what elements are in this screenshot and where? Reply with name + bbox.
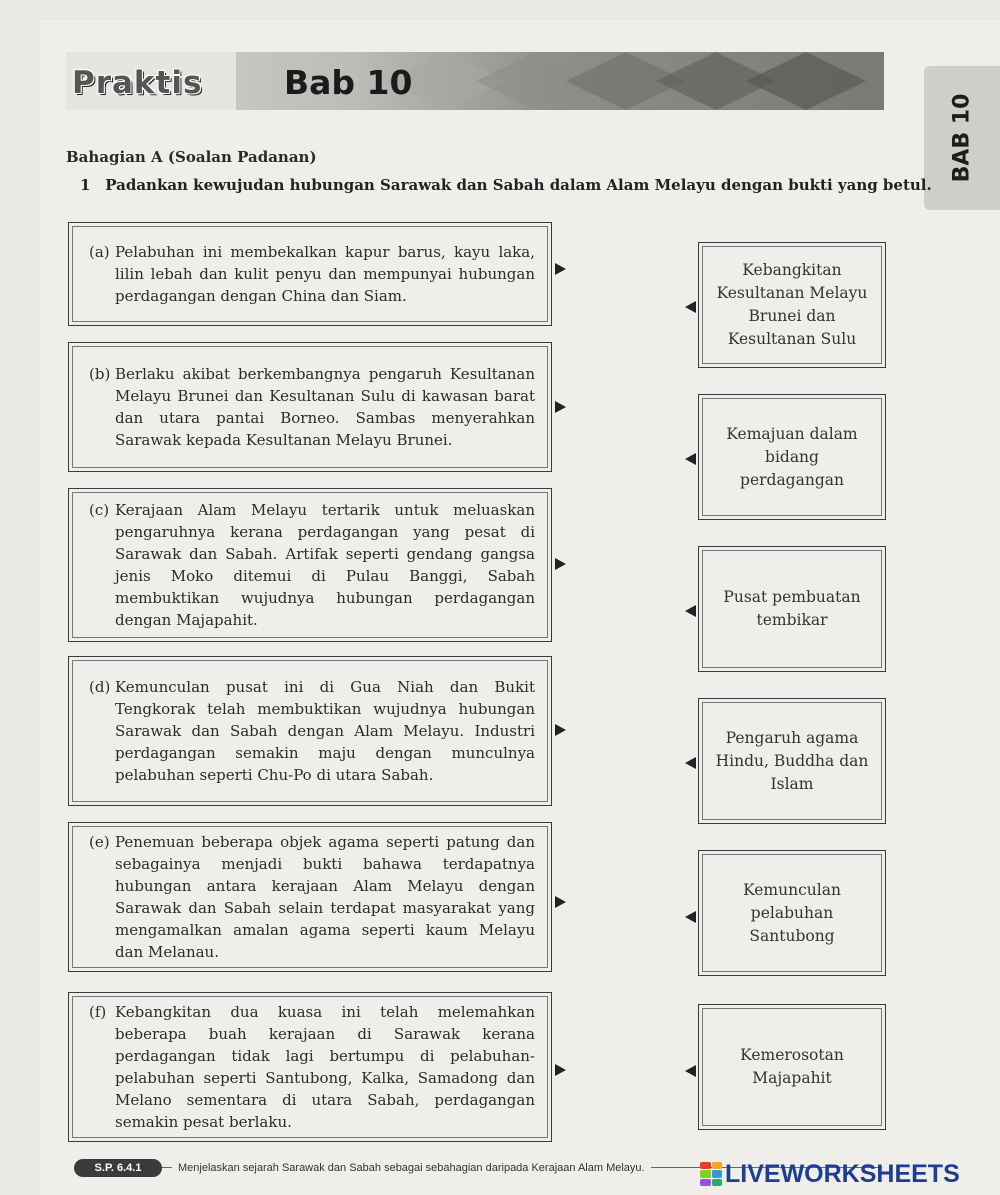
match-dot-3[interactable] — [685, 605, 696, 617]
question-box-e — [68, 822, 552, 972]
praktis-label: Praktis — [72, 65, 203, 101]
logo-square — [712, 1179, 723, 1186]
answer-text: Kemerosotan Majapahit — [740, 1046, 844, 1087]
answer-box-3 — [698, 546, 886, 672]
logo-square — [700, 1162, 711, 1169]
footer-text: Menjelaskan sejarah Sarawak dan Sabah sebagai sebahagian daripada Kerajaan Alam Melayu. — [172, 1160, 651, 1176]
answer-box-4 — [698, 698, 886, 824]
answer-text: Kemunculan pelabuhan Santubong — [743, 880, 841, 945]
answer-text: Kemajuan dalam bidang perdagangan — [726, 424, 858, 489]
question-label: (e) — [89, 833, 110, 851]
question-text: Kemunculan pusat ini di Gua Niah dan Bukit Tengkorak telah membuktikan wujudnya hubungan Sarawak dan Sabah dengan Alam Melayu. Industri perdagangan semakin maju dengan munculnya pelabuhan seperti Chu-Po di utara Sabah. — [115, 678, 535, 784]
instruction-text: Padankan kewujudan hubungan Sarawak dan Sabah dalam Alam Melayu dengan bukti yang betul. — [105, 176, 932, 194]
match-dot-b[interactable] — [555, 401, 566, 413]
match-dot-d[interactable] — [555, 724, 566, 736]
question-box-b — [68, 342, 552, 472]
question-text: Pelabuhan ini membekalkan kapur barus, kayu laka, lilin lebah dan kulit penyu dan mempunyai hubungan perdagangan dengan China dan Siam. — [115, 243, 535, 305]
question-number: 1 — [80, 176, 91, 194]
match-dot-f[interactable] — [555, 1064, 566, 1076]
question-box-d — [68, 656, 552, 806]
question-text: Kebangkitan dua kuasa ini telah melemahkan beberapa buah kerajaan di Sarawak kerana perdagangan tidak lagi bertumpu di pelabuhan-pelabuhan seperti Santubong, Kalka, Samadong dan Melano sementara di utara Sabah, perdagangan semakin pesat berlaku. — [115, 1003, 535, 1131]
logo-square — [712, 1162, 723, 1169]
question-label: (f) — [89, 1003, 107, 1021]
question-label: (b) — [89, 365, 111, 383]
liveworksheets-icon — [700, 1162, 722, 1186]
side-tab-label: BAB 10 — [949, 93, 975, 183]
question-text: Berlaku akibat berkembangnya pengaruh Kesultanan Melayu Brunei dan Kesultanan Sulu di kawasan barat dan utara pantai Borneo. Sambas menyerahkan Sarawak kepada Kesultanan Melayu Brunei. — [115, 365, 535, 449]
answer-box-5 — [698, 850, 886, 976]
question-box-f — [68, 992, 552, 1142]
match-dot-4[interactable] — [685, 757, 696, 769]
logo-square — [700, 1179, 711, 1186]
liveworksheets-logo — [700, 1160, 960, 1188]
question-label: (c) — [89, 501, 110, 519]
standard-code-badge: S.P. 6.4.1 — [74, 1159, 162, 1177]
question-label: (d) — [89, 678, 111, 696]
logo-square — [712, 1170, 723, 1177]
match-dot-1[interactable] — [685, 301, 696, 313]
answer-box-1 — [698, 242, 886, 368]
liveworksheets-wordmark: LIVEWORKSHEETS — [725, 1159, 960, 1188]
answer-text: Kebangkitan Kesultanan Melayu Brunei dan Kesultanan Sulu — [716, 261, 868, 348]
answer-box-6 — [698, 1004, 886, 1130]
match-dot-2[interactable] — [685, 453, 696, 465]
question-text: Kerajaan Alam Melayu tertarik untuk meluaskan pengaruhnya kerana perdagangan yang pesat di Sarawak dan Sabah. Artifak seperti gendang gangsa jenis Moko ditemui di Pulau Banggi, Sabah membuktikan wujudnya hubungan perdagangan dengan Majapahit. — [115, 501, 535, 629]
match-dot-e[interactable] — [555, 896, 566, 908]
instruction — [80, 176, 932, 194]
answer-box-2 — [698, 394, 886, 520]
question-label: (a) — [89, 243, 110, 261]
logo-square — [700, 1170, 711, 1177]
chapter-side-tab — [924, 66, 1000, 210]
answer-text: Pengaruh agama Hindu, Buddha dan Islam — [715, 728, 869, 793]
match-dot-a[interactable] — [555, 263, 566, 275]
question-box-a — [68, 222, 552, 326]
chapter-title: Bab 10 — [284, 63, 413, 102]
match-dot-6[interactable] — [685, 1065, 696, 1077]
question-box-c — [68, 488, 552, 642]
section-heading: Bahagian A (Soalan Padanan) — [66, 148, 317, 166]
answer-text: Pusat pembuatan tembikar — [723, 588, 861, 629]
question-text: Penemuan beberapa objek agama seperti patung dan sebagainya menjadi bukti bahawa terdapatnya hubungan antara kerajaan Alam Melayu dengan Sarawak dan Sabah selain terdapat masyarakat yang mengamalkan amalan agama seperti kaum Melayu dan Melanau. — [115, 833, 535, 961]
match-dot-5[interactable] — [685, 911, 696, 923]
match-dot-c[interactable] — [555, 558, 566, 570]
